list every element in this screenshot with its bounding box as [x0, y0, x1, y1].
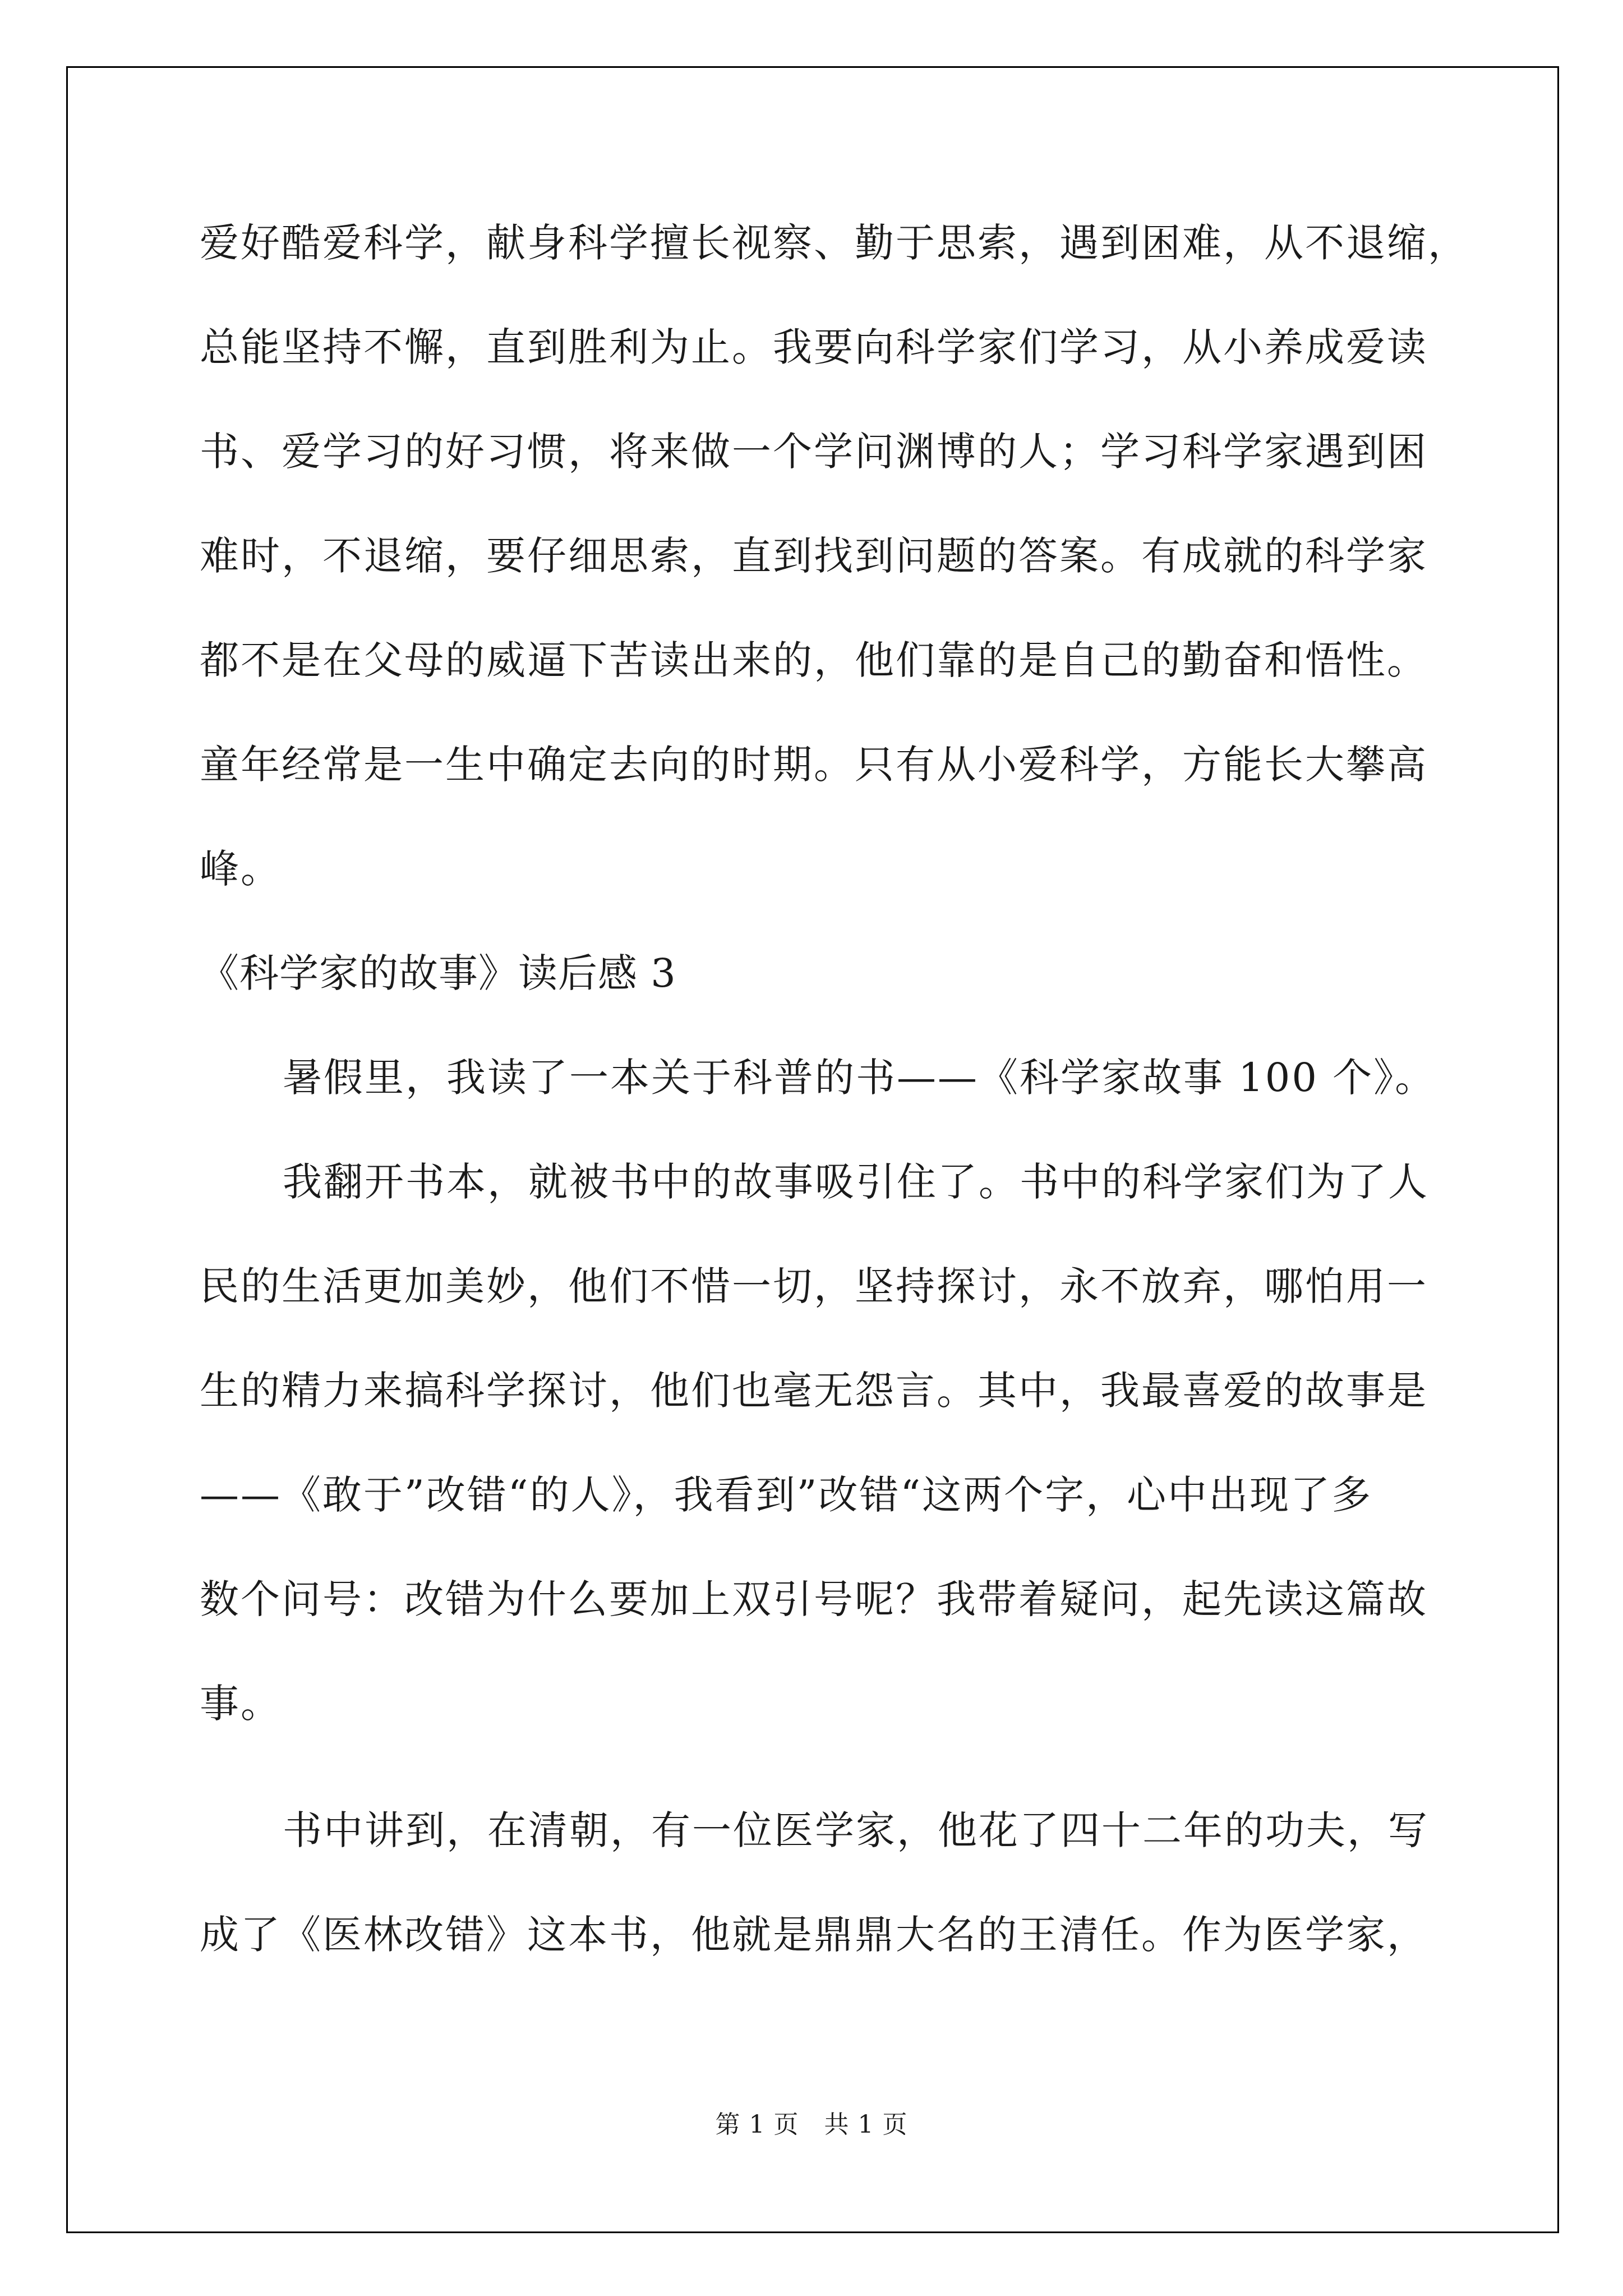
text-line: 事。	[200, 1681, 282, 1727]
paragraph-2	[200, 1157, 1439, 1783]
text-line: 数个问号：改错为什么要加上双引号呢？我带着疑问，起先读这篇故	[200, 1576, 1428, 1622]
text-line: ——《敢于”改错“的人》，我看到”改错“这两个字，心中出现了多	[200, 1472, 1373, 1518]
text-line: 童年经常是一生中确定去向的时期。只有从小爱科学，方能长大攀高	[200, 742, 1428, 788]
text-line: 总能坚持不懈，直到胜利为止。我要向科学家们学习，从小养成爱读	[200, 324, 1428, 370]
text-line: 书、爱学习的好习惯，将来做一个学问渊博的人；学习科学家遇到困	[200, 429, 1428, 475]
paragraph-1	[200, 1052, 1439, 1157]
paragraph-intro	[200, 218, 1469, 948]
text-line: 暑假里，我读了一本关于科普的书——《科学家故事 100 个》。	[283, 1055, 1436, 1101]
section-heading: 《科学家的故事》读后感 3	[200, 950, 676, 996]
text-line: 书中讲到，在清朝，有一位医学家，他花了四十二年的功夫，写	[283, 1807, 1429, 1853]
text-line: 难时，不退缩，要仔细思索，直到找到问题的答案。有成就的科学家	[200, 533, 1428, 579]
text-line: 爱好酷爱科学，献身科学擅长视察、勤于思索，遇到困难，从不退缩，	[200, 220, 1469, 266]
paragraph-gap	[200, 1783, 1439, 1805]
paragraph-3	[200, 1805, 1439, 2014]
text-line: 都不是在父母的威逼下苦读出来的，他们靠的是自己的勤奋和悟性。	[200, 637, 1428, 683]
text-line: 生的精力来搞科学探讨，他们也毫无怨言。其中，我最喜爱的故事是	[200, 1368, 1428, 1414]
text-line: 民的生活更加美妙，他们不惜一切，坚持探讨，永不放弃，哪怕用一	[200, 1263, 1428, 1309]
document-body	[200, 218, 1469, 2014]
text-line: 成了《医林改错》这本书，他就是鼎鼎大名的王清任。作为医学家，	[200, 1912, 1428, 1958]
text-line: 峰。	[200, 846, 282, 892]
page-footer: 第 1 页 共 1 页	[715, 2110, 908, 2139]
text-line: 我翻开书本，就被书中的故事吸引住了。书中的科学家们为了人	[283, 1159, 1429, 1205]
